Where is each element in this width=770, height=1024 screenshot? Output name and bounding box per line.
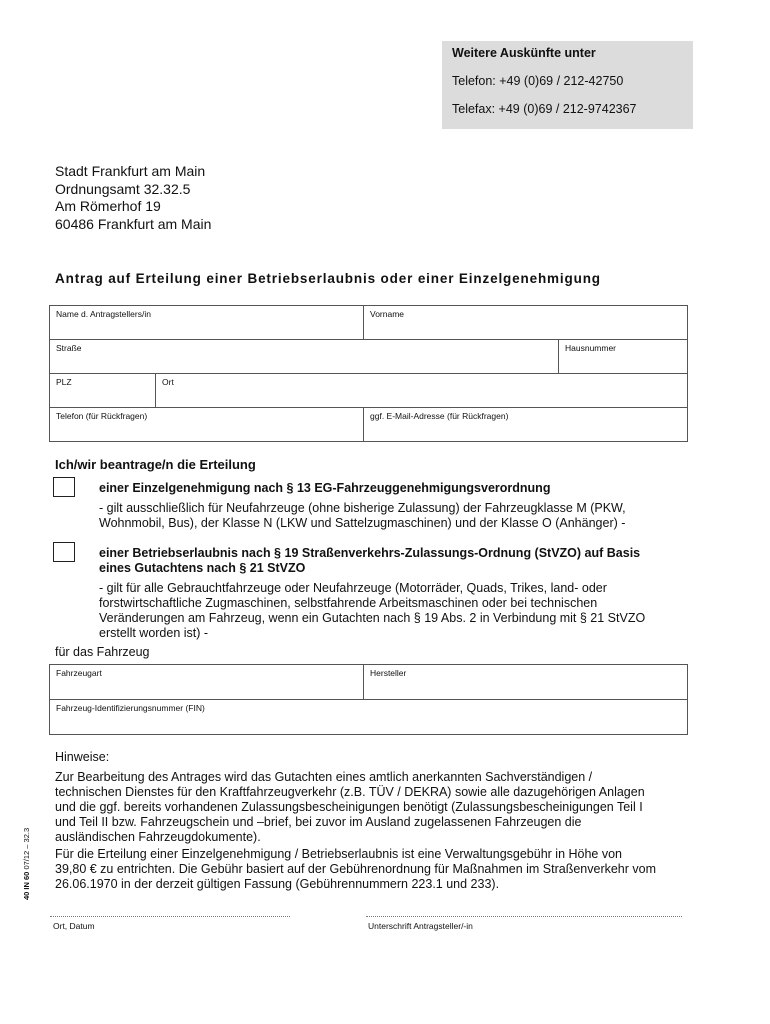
address-line-3: Am Römerhof 19 [55, 198, 161, 214]
notes-p1-line-2: technischen Dienstes für den Kraftfahrzeugverkehr (z.B. TÜV / DEKRA) sowie alle dazugehörigen Anlagen [55, 785, 645, 799]
option-operating-permit-desc-line-2: forstwirtschaftliche Zugmaschinen, selbstfahrende Arbeitsmaschinen oder bei technischen [99, 596, 598, 610]
house-number-field[interactable] [558, 339, 688, 374]
vehicle-type-field[interactable] [49, 664, 364, 700]
option-operating-permit-title-line-2: eines Gutachtens nach § 21 StVZO [99, 561, 306, 575]
form-code-bold: 40 IN 60 [22, 871, 31, 900]
notes-p1-line-5: ausländischen Fahrzeugdokumente). [55, 830, 261, 844]
option-operating-permit-desc-line-1: - gilt für alle Gebrauchtfahrzeuge oder Neufahrzeuge (Motorräder, Quads, Trikes, land- oder [99, 581, 607, 595]
request-heading: Ich/wir beantrage/n die Erteilung [55, 457, 256, 472]
applicant-firstname-label: Vorname [370, 309, 405, 319]
contact-info-title: Weitere Auskünfte unter [452, 46, 596, 60]
option-operating-permit-title [99, 546, 640, 576]
city-label: Ort [162, 377, 174, 387]
place-date-label: Ort, Datum [53, 921, 95, 931]
vin-field[interactable] [49, 699, 688, 735]
vehicle-intro: für das Fahrzeug [55, 645, 150, 659]
applicant-name-field[interactable] [49, 305, 364, 340]
address-line-1: Stadt Frankfurt am Main [55, 163, 206, 179]
option-operating-permit-desc [99, 581, 645, 641]
notes-paragraph-1 [55, 770, 645, 845]
manufacturer-field[interactable] [363, 664, 688, 700]
signature-line[interactable] [366, 916, 682, 917]
vin-label: Fahrzeug-Identifizierungsnummer (FIN) [56, 703, 205, 713]
notes-p2-line-2: 39,80 € zu entrichten. Die Gebühr basiert auf der Gebührenordnung für Maßnahmen im Straßenverkehr vom [55, 862, 657, 876]
notes-p1-line-1: Zur Bearbeitung des Antrages wird das Gutachten eines amtlich anerkannten Sachverständigen / [55, 770, 593, 784]
house-number-label: Hausnummer [565, 343, 617, 353]
phone-label: Telefon (für Rückfragen) [56, 411, 148, 421]
option-single-approval-desc-line-2: Wohnmobil, Bus), der Klasse N (LKW und Sattelzugmaschinen) und der Klasse O (Anhänger) - [99, 516, 626, 530]
contact-phone: Telefon: +49 (0)69 / 212-42750 [452, 74, 624, 88]
option-single-approval-checkbox[interactable] [53, 477, 75, 497]
contact-fax: Telefax: +49 (0)69 / 212-9742367 [452, 102, 637, 116]
contact-info-box [442, 41, 693, 129]
city-field[interactable] [155, 373, 688, 408]
place-date-line[interactable] [50, 916, 290, 917]
street-field[interactable] [49, 339, 559, 374]
notes-p2-line-3: 26.06.1970 in der derzeit gültigen Fassung (Gebührennummern 223.1 und 233). [55, 877, 500, 891]
address-line-2: Ordnungsamt 32.32.5 [55, 180, 191, 197]
notes-p2-line-1: Für die Erteilung einer Einzelgenehmigung / Betriebserlaubnis ist eine Verwaltungsgebühr in Höhe von [55, 847, 623, 861]
notes-p1-line-4: und Teil II bzw. Fahrzeugschein und –brief, bei zuvor im Ausland zugelassenen Fahrzeugen die [55, 815, 582, 829]
street-label: Straße [56, 343, 82, 353]
option-operating-permit-desc-line-3: Veränderungen am Fahrzeug, wenn ein Gutachten nach § 19 Abs. 2 in Verbindung mit § 21 StVZO [99, 611, 646, 625]
postal-code-field[interactable] [49, 373, 156, 408]
email-label: ggf. E-Mail-Adresse (für Rückfragen) [370, 411, 509, 421]
form-code-rest: 07/12 – 32.3 [22, 827, 31, 872]
signature-label: Unterschrift Antragsteller/-in [368, 921, 473, 931]
option-operating-permit-title-line-1: einer Betriebserlaubnis nach § 19 Straßenverkehrs-Zulassungs-Ordnung (StVZO) auf Basis [99, 546, 641, 560]
option-single-approval-desc [99, 501, 626, 531]
email-field[interactable] [363, 407, 688, 442]
vehicle-type-label: Fahrzeugart [56, 668, 102, 678]
address-line-4: 60486 Frankfurt am Main [55, 215, 212, 232]
notes-heading: Hinweise: [55, 750, 110, 764]
postal-code-label: PLZ [56, 377, 72, 387]
option-single-approval-title: einer Einzelgenehmigung nach § 13 EG-Fahrzeuggenehmigungsverordnung [99, 481, 551, 495]
notes-paragraph-2 [55, 847, 656, 892]
recipient-address [55, 163, 211, 233]
applicant-name-label: Name d. Antragstellers/in [56, 309, 151, 319]
form-code [22, 828, 31, 900]
applicant-firstname-field[interactable] [363, 305, 688, 340]
phone-field[interactable] [49, 407, 364, 442]
option-operating-permit-desc-line-4: erstellt worden ist) - [99, 626, 209, 640]
option-single-approval-desc-line-1: - gilt ausschließlich für Neufahrzeuge (ohne bisherige Zulassung) der Fahrzeugklasse M (PKW, [99, 501, 626, 515]
form-title: Antrag auf Erteilung einer Betriebserlaubnis oder einer Einzelgenehmigung [55, 271, 601, 286]
manufacturer-label: Hersteller [370, 668, 407, 678]
notes-p1-line-3: und die ggf. bereits vorhandenen Zulassungsbescheinigungen benötigt (Zulassungsbescheinigungen Teil I [55, 800, 643, 814]
option-operating-permit-checkbox[interactable] [53, 542, 75, 562]
